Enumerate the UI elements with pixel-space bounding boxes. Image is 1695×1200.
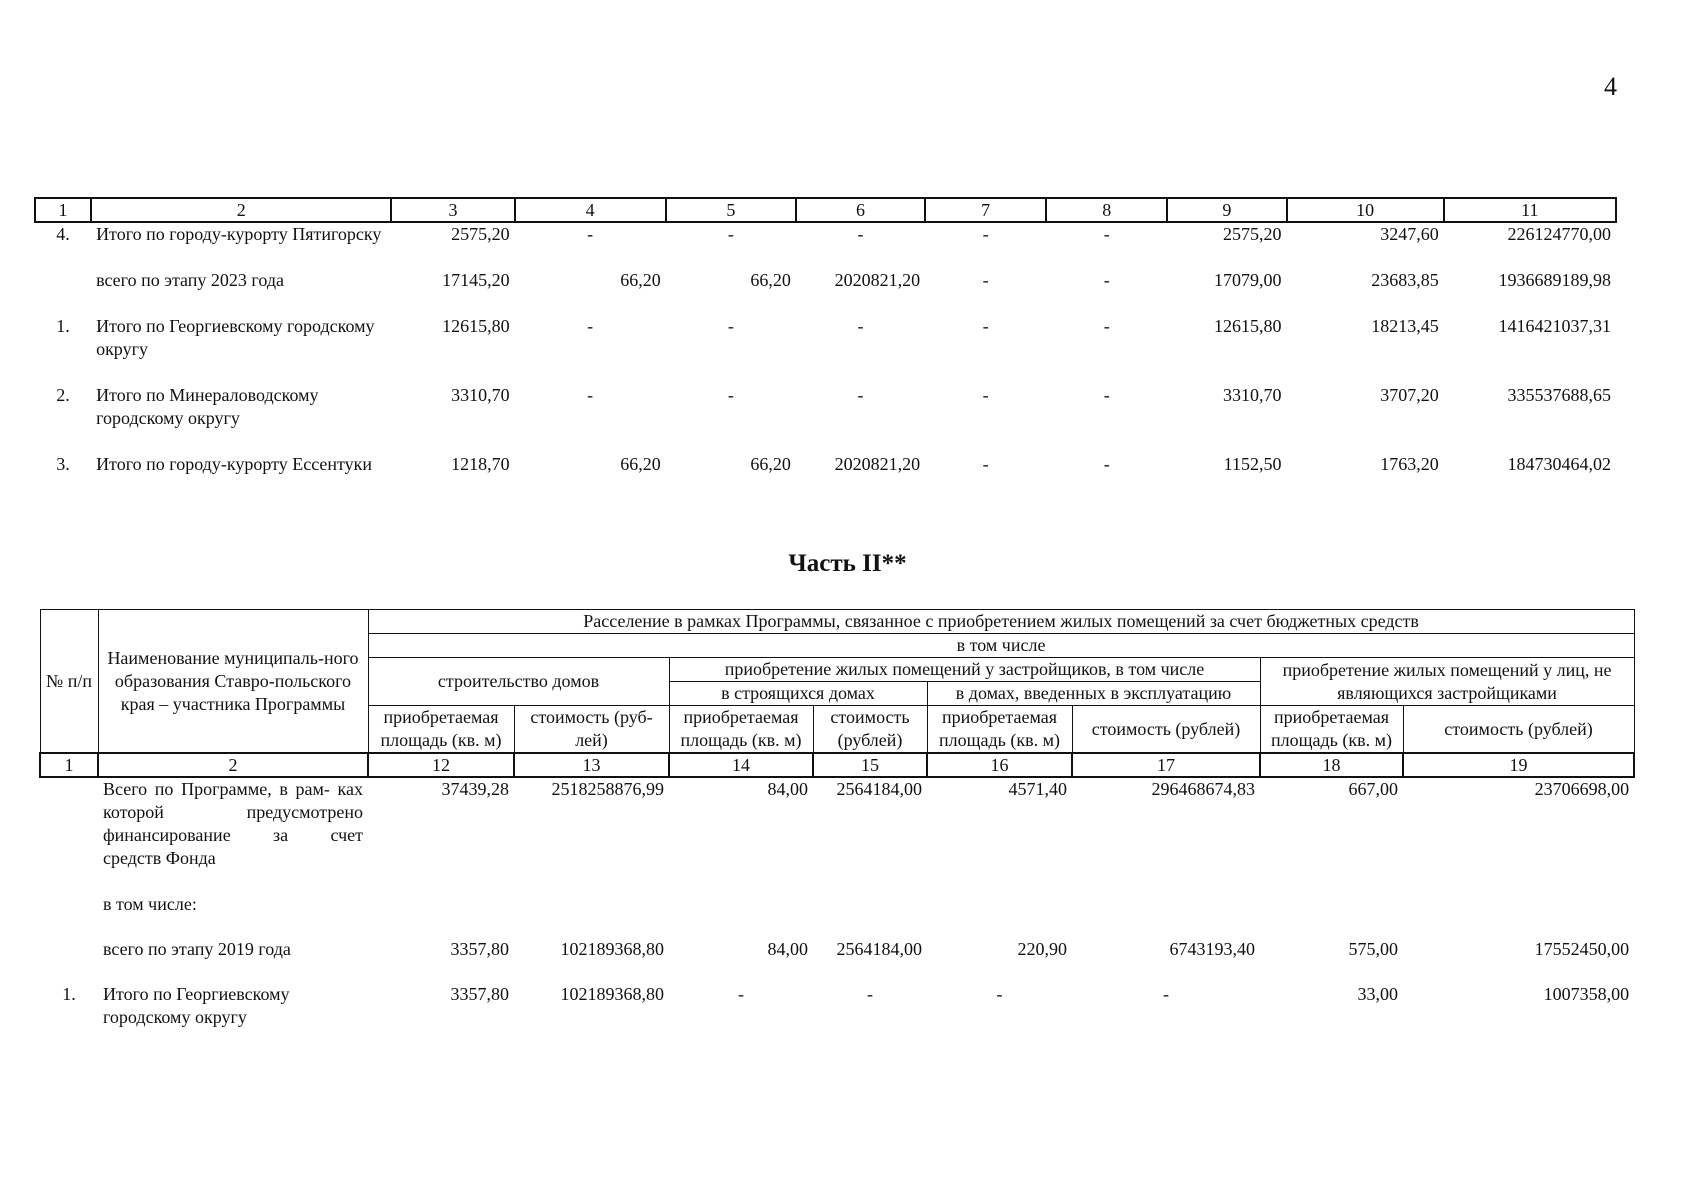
cell: - — [982, 270, 989, 290]
row-name-line: финансирование за счет — [103, 825, 363, 845]
cell: - — [727, 316, 734, 336]
column-number: 2 — [91, 198, 391, 222]
column-number: 1 — [40, 753, 98, 777]
row-number: 1. — [62, 984, 76, 1004]
cell: - — [996, 984, 1003, 1004]
header-area: приобретаемая площадь (кв. м) — [927, 706, 1072, 754]
column-number-row — [40, 753, 1634, 777]
cell: - — [1163, 984, 1169, 1004]
cell: 226124770,00 — [1507, 224, 1611, 244]
cell: - — [982, 224, 989, 244]
column-number: 13 — [514, 753, 669, 777]
cell: 2518258876,99 — [551, 779, 664, 799]
header-cost: стоимость (рублей) — [1072, 706, 1260, 754]
cell: 3707,20 — [1380, 385, 1439, 405]
table-row — [35, 222, 1616, 246]
cell: 1416421037,31 — [1498, 316, 1611, 336]
table-row — [35, 453, 1616, 476]
cell: - — [982, 316, 989, 336]
column-number: 4 — [515, 198, 666, 222]
table-row — [40, 938, 1634, 961]
cell: 2564184,00 — [836, 779, 922, 799]
header-commissioned: в домах, введенных в эксплуатацию — [927, 682, 1260, 706]
cell: 1218,70 — [451, 454, 510, 474]
cell: 102189368,80 — [560, 939, 664, 959]
column-number: 17 — [1072, 753, 1260, 777]
cell: - — [857, 224, 864, 244]
column-number: 19 — [1403, 753, 1634, 777]
row-name: Итого по Георгиевскому городскому округу — [96, 316, 375, 359]
table-row — [35, 315, 1616, 361]
header-house-building: строительство домов — [368, 658, 669, 706]
cell: - — [982, 385, 989, 405]
row-name-line: ках которой предусмотрено — [103, 779, 363, 822]
column-number: 3 — [391, 198, 514, 222]
cell: 2564184,00 — [836, 939, 922, 959]
cell: 18213,45 — [1371, 316, 1439, 336]
cell: 12615,80 — [442, 316, 510, 336]
cell: 2575,20 — [1223, 224, 1282, 244]
cell: 667,00 — [1348, 779, 1398, 799]
column-number: 9 — [1167, 198, 1286, 222]
cell: 17145,20 — [442, 270, 510, 290]
header-resettlement: Расселение в рамках Программы, связанное с приобретением жилых помещений за счет бюджетных средств — [368, 610, 1634, 634]
cell: 66,20 — [750, 270, 791, 290]
row-name-line: средств Фонда — [103, 848, 216, 868]
cell: 3310,70 — [1223, 385, 1282, 405]
total-row — [40, 777, 1634, 870]
column-number: 10 — [1287, 198, 1444, 222]
cell: - — [867, 984, 873, 1004]
cell: 17552450,00 — [1534, 939, 1630, 959]
cell: 575,00 — [1348, 939, 1398, 959]
cell: - — [857, 316, 864, 336]
header-municipality: Наименование муниципаль-ного образования Ставро-польского края – участника Программы — [98, 610, 368, 754]
cell: - — [587, 316, 594, 336]
cell: 6743193,40 — [1169, 939, 1255, 959]
row-name: Итого по городу-курорту Ессентуки — [96, 454, 373, 474]
header-cost: стоимость (рублей) — [813, 706, 927, 754]
cell: 3357,80 — [450, 939, 509, 959]
column-number: 2 — [98, 753, 368, 777]
table-row — [40, 983, 1634, 1029]
cell: - — [1103, 454, 1110, 474]
column-number: 12 — [368, 753, 514, 777]
column-number-row — [35, 198, 1616, 222]
cell: 84,00 — [767, 779, 808, 799]
cell: - — [727, 385, 734, 405]
column-number: 8 — [1046, 198, 1167, 222]
cell: 3247,60 — [1380, 224, 1439, 244]
column-number: 1 — [35, 198, 91, 222]
row-number — [40, 938, 98, 961]
table-row — [35, 269, 1616, 292]
header-including: в том числе — [368, 634, 1634, 658]
header-from-non-developers: приобретение жилых помещений у лиц, не являющихся застройщиками — [1260, 658, 1634, 706]
cell: 1007358,00 — [1543, 984, 1630, 1004]
table-row — [35, 384, 1616, 430]
header-area: приобретаемая площадь (кв. м) — [1260, 706, 1403, 754]
column-number: 14 — [669, 753, 813, 777]
cell: 17079,00 — [1214, 270, 1282, 290]
row-name: Итого по городу-курорту Пятигорску — [96, 224, 382, 244]
cell: 335537688,65 — [1507, 385, 1611, 405]
cell: - — [727, 224, 734, 244]
row-name-line: Всего по Программе, в рам- — [103, 779, 330, 799]
page-number: 4 — [1604, 72, 1617, 101]
cell: 23683,85 — [1371, 270, 1439, 290]
part1-table — [34, 197, 1617, 476]
row-name: Итого по Минераловодскому городскому округу — [96, 385, 319, 428]
cell: - — [1103, 385, 1110, 405]
cell: 1152,50 — [1223, 454, 1282, 474]
part-title: Часть II** — [788, 550, 907, 577]
column-number: 6 — [796, 198, 925, 222]
column-number: 15 — [813, 753, 927, 777]
cell: 2575,20 — [451, 224, 510, 244]
row-number — [35, 269, 91, 292]
row-number: 2. — [56, 385, 70, 405]
cell: - — [1103, 316, 1110, 336]
cell: - — [587, 385, 594, 405]
header-under-construction: в строящихся домах — [669, 682, 927, 706]
header-cost: стоимость (руб-лей) — [514, 706, 669, 754]
header-area: приобретаемая площадь (кв. м) — [368, 706, 514, 754]
column-number: 16 — [927, 753, 1072, 777]
row-name: всего по этапу 2019 года — [103, 939, 291, 959]
column-number: 5 — [666, 198, 796, 222]
row-name: Итого по Георгиевскому городскому округу — [103, 984, 290, 1027]
cell: 1763,20 — [1380, 454, 1439, 474]
cell: 66,20 — [750, 454, 791, 474]
cell: 3310,70 — [451, 385, 510, 405]
cell: 220,90 — [1017, 939, 1067, 959]
cell: 184730464,02 — [1507, 454, 1611, 474]
header-row-number: № п/п — [40, 610, 98, 754]
cell: 66,20 — [620, 454, 661, 474]
part2-table — [39, 609, 1635, 1029]
column-number: 11 — [1444, 198, 1616, 222]
cell: - — [587, 224, 594, 244]
cell: - — [1103, 270, 1110, 290]
row-number: 4. — [56, 224, 70, 244]
cell: 23706698,00 — [1534, 779, 1630, 799]
row-number: 3. — [56, 454, 70, 474]
cell: 2020821,20 — [834, 270, 921, 290]
column-number: 18 — [1260, 753, 1403, 777]
header-cost: стоимость (рублей) — [1403, 706, 1634, 754]
cell: 4571,40 — [1008, 779, 1067, 799]
cell: 3357,80 — [450, 984, 509, 1004]
cell: 33,00 — [1357, 984, 1398, 1004]
cell: 2020821,20 — [834, 454, 921, 474]
cell: 66,20 — [620, 270, 661, 290]
cell: - — [738, 984, 744, 1004]
header-from-developers: приобретение жилых помещений у застройщиков, в том числе — [669, 658, 1260, 682]
cell: 102189368,80 — [560, 984, 664, 1004]
cell: - — [982, 454, 989, 474]
including-label: в том числе: — [103, 894, 197, 914]
cell: 1936689189,98 — [1498, 270, 1611, 290]
cell: - — [1103, 224, 1110, 244]
cell: 296468674,83 — [1151, 779, 1255, 799]
column-number: 7 — [925, 198, 1046, 222]
cell: - — [857, 385, 864, 405]
cell: 84,00 — [767, 939, 808, 959]
row-name — [98, 777, 368, 870]
cell: 37439,28 — [441, 779, 509, 799]
header-area: приобретаемая площадь (кв. м) — [669, 706, 813, 754]
cell: 12615,80 — [1214, 316, 1282, 336]
row-number: 1. — [56, 316, 70, 336]
row-name: всего по этапу 2023 года — [96, 270, 284, 290]
